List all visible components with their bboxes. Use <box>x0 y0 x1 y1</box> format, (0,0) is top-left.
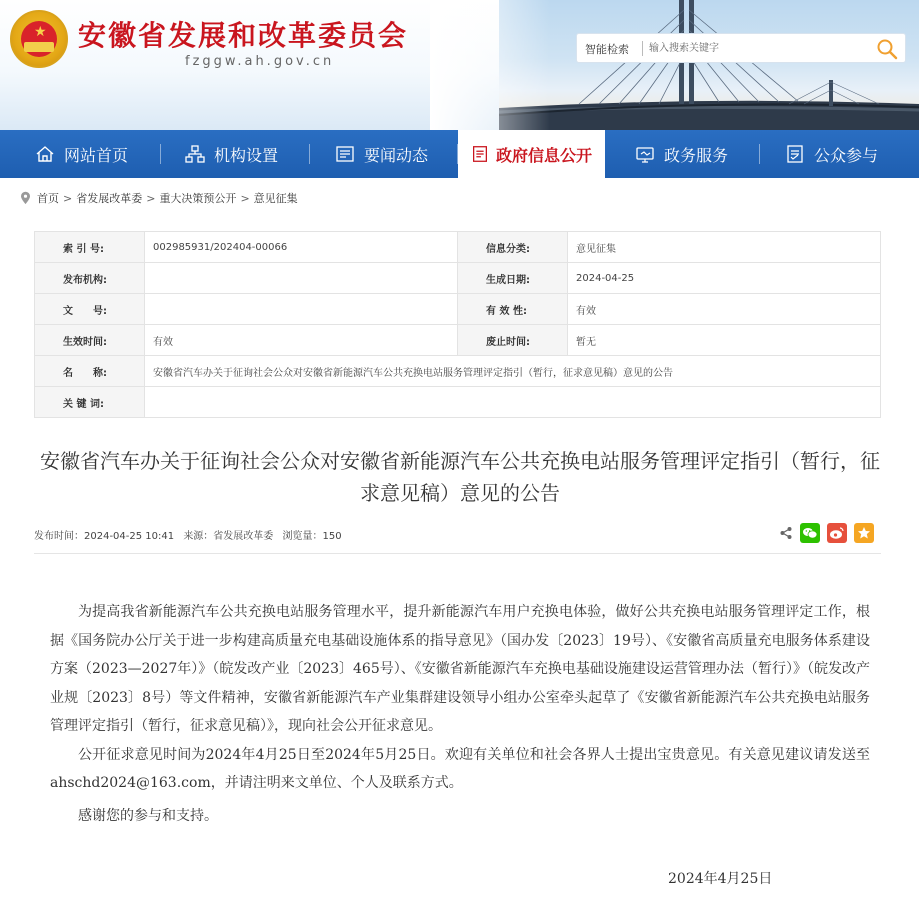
breadcrumb-major-decision[interactable]: 重大决策预公开 <box>159 192 237 205</box>
view-count: 浏览量：150 <box>282 531 342 542</box>
table-row <box>35 387 881 418</box>
table-row <box>35 356 881 387</box>
nav-item-public-participation[interactable]: 公众参与 <box>784 130 878 178</box>
paragraph-1: 为提高我省新能源汽车公共充换电站服务管理水平，提升新能源汽车用户充换电体验，做好公共充换电站服务管理评定工作，根据《国务院办公厅关于进一步构建高质量充电基础设施体系的指导意见》（国办发〔2023〕19号）、《安徽省高质量充电服务体系建设方案（2023—2027年）》（皖发改产业〔2023〕465号）、《安徽省新能源汽车充换电基础设施建设运营管理办法（暂行）》（皖发改产业规〔2023〕8号）等文件精神，安徽省新能源汽车产业集群建设领导小组办公室牵头起草了《安徽省新能源汽车公共充换电站服务管理评定指引（暂行，征求意见稿）》，现向社会公开征求意见。 <box>50 604 870 734</box>
keywords-value <box>145 387 881 418</box>
main-nav <box>0 130 919 178</box>
effective-value: 有效 <box>145 325 458 356</box>
share-icon[interactable] <box>779 526 793 540</box>
site-header <box>0 0 919 130</box>
publisher-value <box>145 263 458 294</box>
search-icon[interactable] <box>875 37 899 61</box>
category-value: 意见征集 <box>568 232 881 263</box>
effective-label: 生效时间: <box>35 325 145 356</box>
document-info-table <box>34 231 881 418</box>
service-icon <box>634 143 656 165</box>
search-box <box>576 33 906 63</box>
category-label: 信息分类: <box>458 232 568 263</box>
location-pin-icon <box>20 191 31 205</box>
info-open-icon <box>470 144 490 164</box>
repeal-label: 废止时间: <box>458 325 568 356</box>
generated-value: 2024-04-25 <box>568 263 881 294</box>
home-icon <box>34 143 56 165</box>
docno-label: 文 号: <box>35 294 145 325</box>
nav-item-gov-services[interactable]: 政务服务 <box>634 130 728 178</box>
validity-label: 有 效 性: <box>458 294 568 325</box>
news-icon <box>334 143 356 165</box>
repeal-value: 暂无 <box>568 325 881 356</box>
index-value: 002985931/202404-00066 <box>145 232 458 263</box>
table-row <box>35 325 881 356</box>
participation-icon <box>784 143 806 165</box>
national-emblem-logo: ★ <box>10 10 68 68</box>
name-value: 安徽省汽车办关于征询社会公众对安徽省新能源汽车公共充换电站服务管理评定指引（暂行，征求意见稿）意见的公告 <box>145 356 881 387</box>
article-meta <box>34 527 348 542</box>
article-title: 安徽省汽车办关于征询社会公众对安徽省新能源汽车公共充换电站服务管理评定指引（暂行，征求意见稿）意见的公告 <box>40 449 880 505</box>
site-domain: fzggw.ah.gov.cn <box>185 54 335 69</box>
publish-time: 发布时间：2024-04-25 10:41 <box>34 531 175 542</box>
search-input[interactable] <box>649 38 859 59</box>
nav-item-organization[interactable]: 机构设置 <box>184 130 278 178</box>
favorite-star-icon[interactable] <box>854 523 874 543</box>
table-row <box>35 294 881 325</box>
bridge-banner-image <box>499 0 919 130</box>
paragraph-2: 公开征求意见时间为2024年4月25日至2024年5月25日。欢迎有关单位和社会各界人士提出宝贵意见。有关意见建议请发送至ahschd2024@163.com，并请注明来文单位、个人及联系方式。 <box>50 746 870 791</box>
site-title: 安徽省发展和改革委员会 <box>78 19 409 52</box>
index-label: 索 引 号: <box>35 232 145 263</box>
weibo-share-icon[interactable] <box>827 523 847 543</box>
name-label: 名 称: <box>35 356 145 387</box>
table-row <box>35 263 881 294</box>
table-row <box>35 232 881 263</box>
breadcrumb-solicitation[interactable]: 意见征集 <box>253 192 298 205</box>
keywords-label: 关 键 词: <box>35 387 145 418</box>
meta-divider <box>34 553 881 554</box>
nav-item-news[interactable]: 要闻动态 <box>334 130 428 178</box>
nav-item-gov-info-open[interactable]: 政府信息公开 <box>458 130 605 178</box>
nav-item-home[interactable]: 网站首页 <box>34 130 128 178</box>
article-source: 来源：省发展改革委 <box>183 531 274 542</box>
smart-search-label[interactable]: 智能检索 <box>585 43 629 56</box>
wechat-share-icon[interactable] <box>800 523 820 543</box>
org-chart-icon <box>184 143 206 165</box>
docno-value <box>145 294 458 325</box>
breadcrumb-home[interactable]: 首页 <box>37 192 59 205</box>
signature-date: 2024年4月25日 <box>668 871 773 887</box>
publisher-label: 发布机构: <box>35 263 145 294</box>
breadcrumb: 首页 > 省发展改革委 > 重大决策预公开 > 意见征集 <box>20 189 298 207</box>
breadcrumb-ndrc[interactable]: 省发展改革委 <box>76 192 143 205</box>
article-body <box>50 598 870 830</box>
generated-label: 生成日期: <box>458 263 568 294</box>
share-bar <box>779 523 874 543</box>
paragraph-3: 感谢您的参与和支持。 <box>78 807 218 824</box>
validity-value: 有效 <box>568 294 881 325</box>
